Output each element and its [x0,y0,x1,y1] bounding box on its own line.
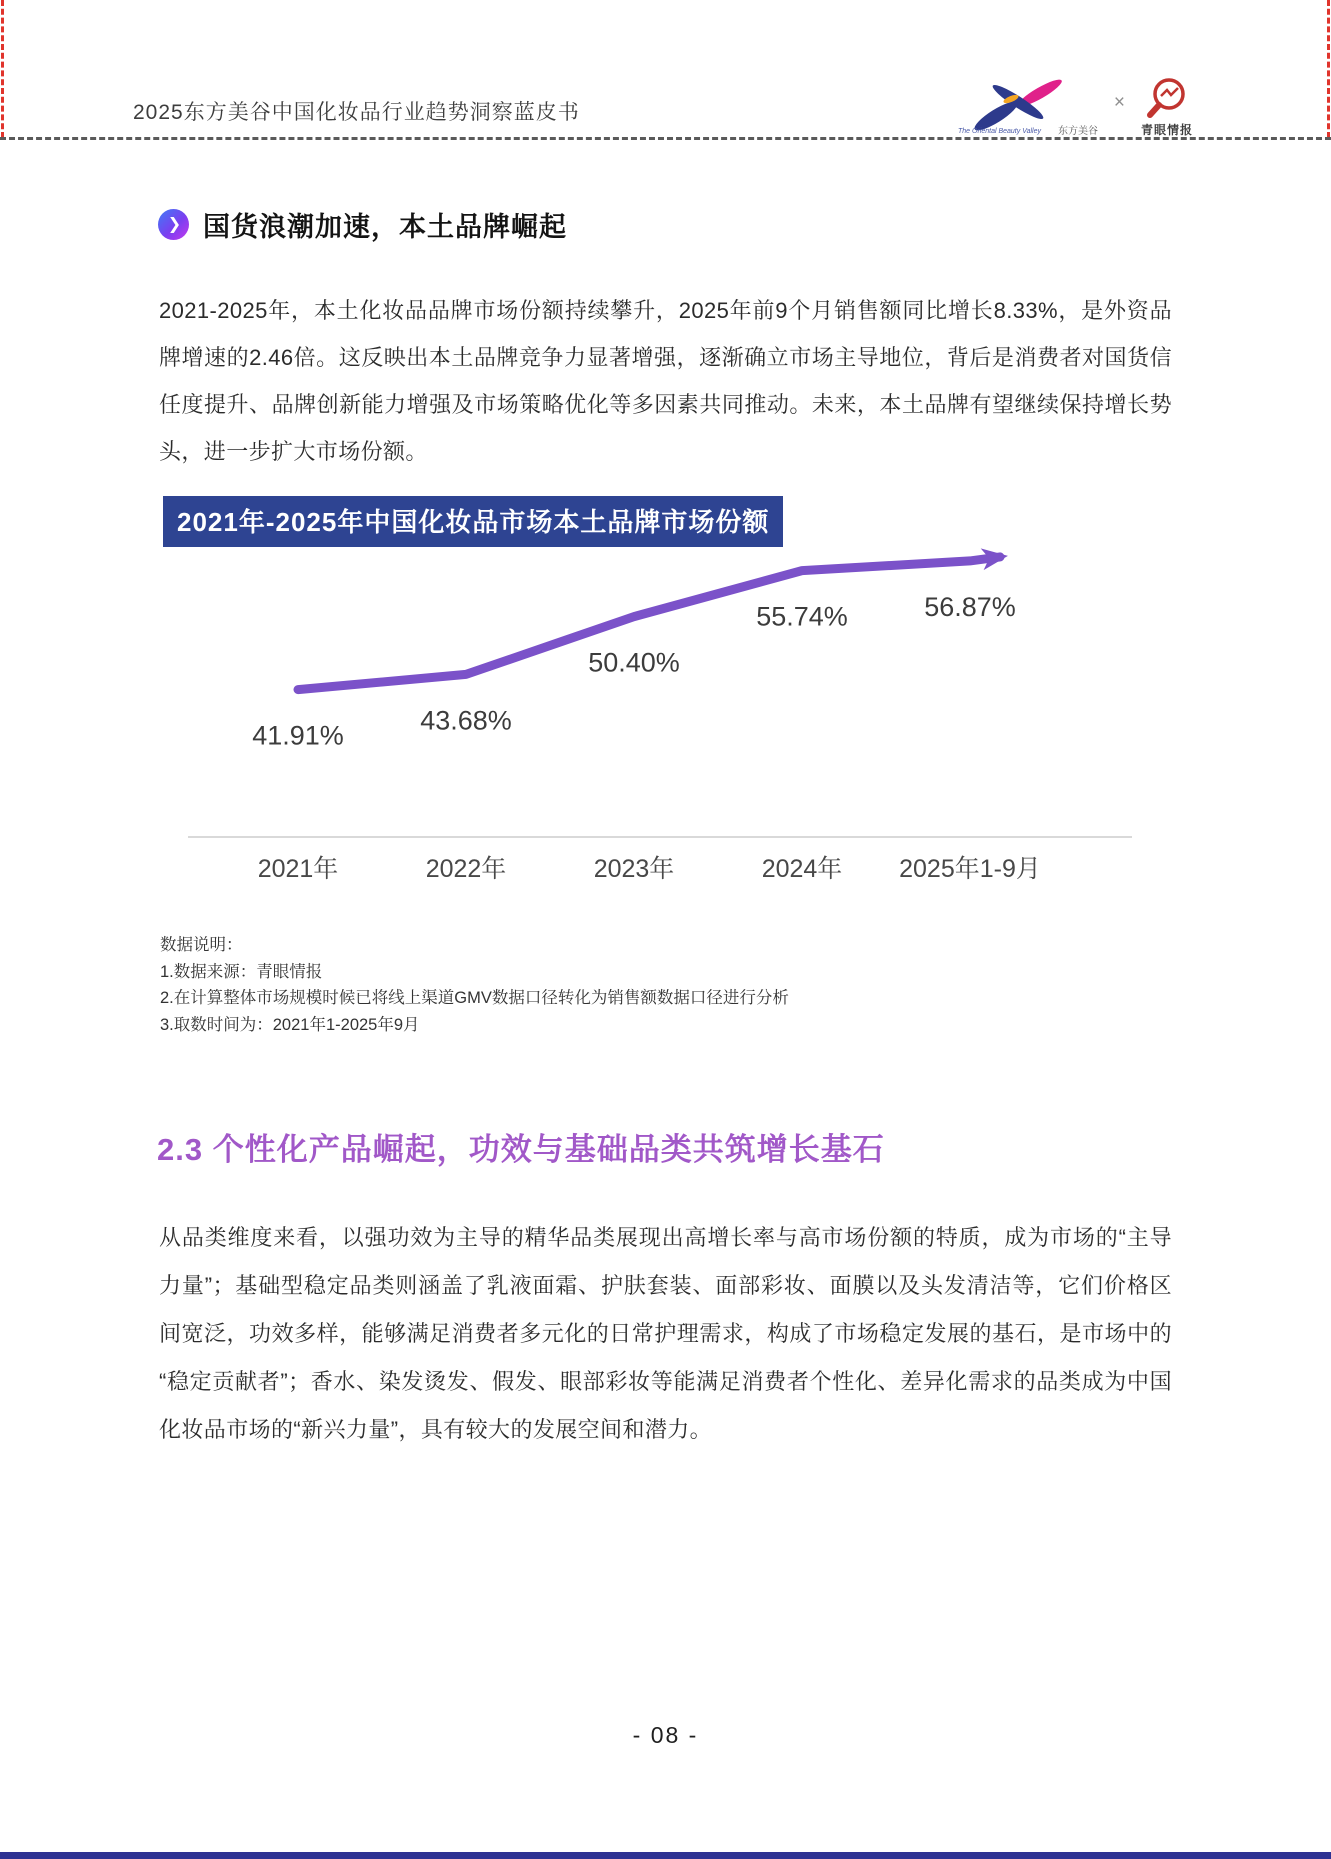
note-item-1: 1.数据来源：青眼情报 [160,962,323,981]
section1-paragraph: 2021-2025年，本土化妆品品牌市场份额持续攀升，2025年前9个月销售额同比增长8.33%，是外资品牌增速的2.46倍。这反映出本土品牌竞争力显著增强，逐渐确立市场主导地位，背后是消费者对国货信任度提升、品牌创新能力增强及市场策略优化等多因素共同推动。未来，本土品牌有望继续保持增长势头，进一步扩大市场份额。 [159,298,1172,464]
bottom-blue-bar [0,1852,1331,1859]
section2-paragraph: 从品类维度来看，以强功效为主导的精华品类展现出高增长率与高市场份额的特质，成为市场的“主导力量”；基础型稳定品类则涵盖了乳液面霜、护肤套装、面部彩妆、面膜以及头发清洁等，它们价格区间宽泛，功效多样，能够满足消费者多元化的日常护理需求，构成了市场稳定发展的基石，是市场中的“稳定贡献者”；香水、染发烫发、假发、眼部彩妆等能满足消费者个性化、差异化需求的品类成为中国化妆品市场的“新兴力量”，具有较大的发展空间和潜力。 [159,1225,1172,1442]
qingyan-logo [1141,76,1193,138]
value-label: 56.87% [924,591,1016,622]
qingyan-caption: 青眼情报 [1140,123,1193,137]
notes-title: 数据说明： [160,936,243,954]
trend-line-svg [180,545,1140,895]
section2-heading: 2.3 个性化产品崛起，功效与基础品类共筑增长基石 [157,1132,885,1167]
value-label: 43.68% [420,705,512,736]
report-header-title: 2025东方美谷中国化妆品行业趋势洞察蓝皮书 [133,101,580,124]
page-number: - 08 - [632,1722,699,1748]
x-axis-tick-label: 2024年 [761,855,843,883]
note-item-2: 2.在计算整体市场规模时候已将线上渠道GMV数据口径转化为销售额数据口径进行分析 [160,989,789,1007]
qingyan-q-icon [1143,76,1191,120]
obv-caption-en: The Oriental Beauty Valley [957,128,1041,135]
data-notes [160,932,789,1038]
note-item-3: 3.取数时间为：2021年1-2025年9月 [160,1015,420,1034]
chevron-circle-icon [158,209,189,240]
x-axis-tick-label: 2023年 [593,855,675,883]
section1-heading-text: 国货浪潮加速，本土品牌崛起 [203,212,567,242]
value-label: 41.91% [252,720,344,751]
market-share-line-chart [180,545,1140,895]
chevron-right-glyph: ❯ [167,215,182,233]
oriental-beauty-valley-logo [948,76,1098,138]
x-axis-tick-label: 2021年 [257,855,339,883]
right-edge-dashed-border [1327,0,1330,138]
obv-caption-cn: 东方美谷 [1057,126,1098,137]
logo-separator-x: × [1113,92,1125,113]
chart-title-bar: 2021年-2025年中国化妆品市场本土品牌市场份额 [163,496,783,547]
value-label: 55.74% [756,601,848,632]
x-axis-tick-label: 2022年 [425,855,507,883]
value-label: 50.40% [588,647,680,678]
header-logos [948,76,1193,138]
x-axis-tick-label: 2025年1-9月 [899,855,1041,883]
section1-heading [158,205,567,244]
left-edge-dashed-border [1,0,4,138]
